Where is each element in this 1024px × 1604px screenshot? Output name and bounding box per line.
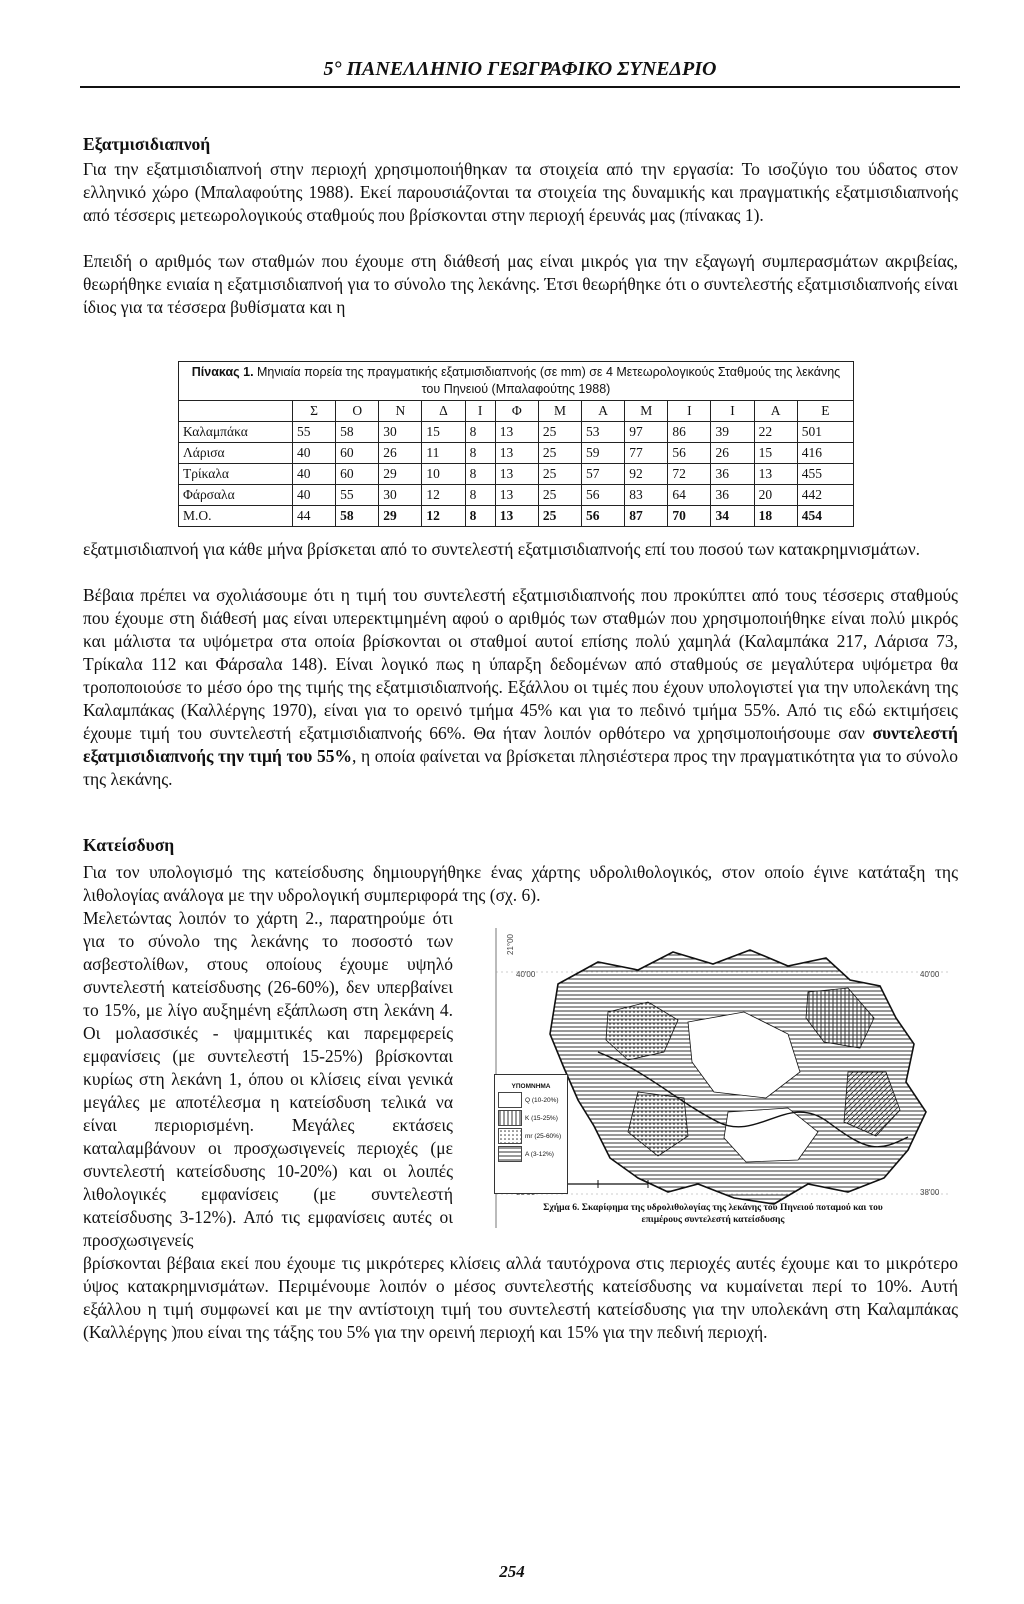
table-row bbox=[179, 485, 854, 506]
table-cell: 29 bbox=[379, 506, 422, 527]
paragraph-3: εξατμισιδιαπνοή για κάθε μήνα βρίσκεται από το συντελεστή εξατμισιδιαπνοής επί του ποσού των κατακρημνισμάτων. bbox=[83, 539, 921, 559]
table-cell: 70 bbox=[668, 506, 711, 527]
table-cell: 34 bbox=[711, 506, 754, 527]
table-cell: 55 bbox=[336, 485, 379, 506]
table-cell: 12 bbox=[422, 506, 465, 527]
table-cell: 20 bbox=[754, 485, 797, 506]
column-header: Α bbox=[754, 401, 797, 422]
table-cell: 26 bbox=[379, 443, 422, 464]
legend-item-q bbox=[498, 1092, 564, 1108]
table-1 bbox=[178, 361, 854, 527]
section-title-infiltration: Κατείσδυση bbox=[83, 835, 175, 855]
paragraph-7: βρίσκονται βέβαια εκεί που έχουμε τις μικρότερες κλίσεις αλλά ταυτόχρονα στις περιοχές αυτές έχουμε και το μικρότερο ύψος κατακρημνισμάτων. Περιμένουμε λοιπόν ο μέσος συντελεστής κατείσδυσης να κυμαίνεται περί το 10%. Αυτή εξάλλου η τιμή συμφωνεί και με την αντίστοιχη τιμή του συντελεστή κατείσδυσης για την υπολεκάνη στη Καλαμπάκας (Καλλέργης )που είναι της τάξης του 5% για την ορεινή περιοχή και 15% για την πεδινή περιοχή. bbox=[83, 1253, 958, 1342]
running-head: 5° ΠΑΝΕΛΛΗΝΙΟ ΓΕΩΓΡΑΦΙΚΟ ΣΥΝΕΔΡΙΟ bbox=[323, 58, 717, 80]
legend-title: ΥΠΟΜΝΗΜΑ bbox=[511, 1083, 551, 1090]
table-cell: 442 bbox=[797, 485, 853, 506]
table-caption-text: Μηνιαία πορεία της πραγματικής εξατμισιδιαπνοής (σε mm) σε 4 Μετεωρολογικούς Σταθμούς της λεκάνης του Πηνειού (Μπαλαφούτης 1988) bbox=[253, 365, 841, 396]
column-header: Α bbox=[582, 401, 625, 422]
table-cell: 8 bbox=[465, 506, 495, 527]
table-cell: 25 bbox=[538, 422, 581, 443]
table-cell: 25 bbox=[538, 464, 581, 485]
legend-label-a: A (3-12%) bbox=[525, 1150, 554, 1158]
table-cell: 29 bbox=[379, 464, 422, 485]
legend-swatch-q bbox=[498, 1092, 522, 1108]
table-cell: 13 bbox=[495, 422, 538, 443]
column-header: Ο bbox=[336, 401, 379, 422]
legend-label-q: Q (10-20%) bbox=[525, 1096, 559, 1104]
coord-top-left: 40'00 bbox=[516, 970, 536, 979]
column-header: Ν bbox=[379, 401, 422, 422]
evapotranspiration-table bbox=[178, 400, 854, 527]
table-cell: 11 bbox=[422, 443, 465, 464]
table-cell: 15 bbox=[422, 422, 465, 443]
header-rule bbox=[80, 86, 960, 88]
table-cell: 60 bbox=[336, 443, 379, 464]
legend-label-mr: mr (25-60%) bbox=[525, 1132, 562, 1140]
table-cell: 86 bbox=[668, 422, 711, 443]
table-cell: 25 bbox=[538, 443, 581, 464]
row-label: Τρίκαλα bbox=[179, 464, 293, 485]
table-cell: 8 bbox=[465, 443, 495, 464]
row-label: Φάρσαλα bbox=[179, 485, 293, 506]
table-cell: 15 bbox=[754, 443, 797, 464]
table-cell: 416 bbox=[797, 443, 853, 464]
table-cell: 56 bbox=[582, 485, 625, 506]
table-cell: 40 bbox=[293, 443, 336, 464]
column-header: Φ bbox=[495, 401, 538, 422]
paragraph-4-emphasis: συντελεστή εξατμισιδιαπνοής την τιμή του 55% bbox=[83, 723, 958, 766]
table-cell: 58 bbox=[336, 506, 379, 527]
legend-label-k: K (15-25%) bbox=[525, 1114, 558, 1122]
figure-caption: Σχήμα 6. Σκαρίφημα της υδρολιθολογίας της λεκάνης του Πηνειού ποταμού και του επιμέρους συντελεστή κατείσδυσης bbox=[543, 1203, 883, 1225]
column-header: Ι bbox=[465, 401, 495, 422]
table-cell: 57 bbox=[582, 464, 625, 485]
table-row bbox=[179, 422, 854, 443]
row-label: Καλαμπάκα bbox=[179, 422, 293, 443]
table-cell: 39 bbox=[711, 422, 754, 443]
table-cell: 30 bbox=[379, 422, 422, 443]
table-header-row bbox=[179, 401, 854, 422]
legend-item-mr bbox=[498, 1128, 564, 1144]
table-cell: 58 bbox=[336, 422, 379, 443]
table-cell: 92 bbox=[625, 464, 668, 485]
row-label: Λάρισα bbox=[179, 443, 293, 464]
column-header: Μ bbox=[625, 401, 668, 422]
column-header: Μ bbox=[538, 401, 581, 422]
table-cell: 60 bbox=[336, 464, 379, 485]
table-caption bbox=[178, 361, 854, 400]
table-cell: 455 bbox=[797, 464, 853, 485]
paragraph-1: Για την εξατμισιδιαπνοή στην περιοχή χρησιμοποιήθηκαν τα στοιχεία από την εργασία: Το ισοζύγιο του ύδατος στον ελληνικό χώρο (Μπαλαφούτης 1988). Εκεί παρουσιάζονται τα στοιχεία της δυναμικής και πραγματικής εξατμισιδιαπνοής από τέσσερις μετεωρολογικούς σταθμούς που βρίσκονται στην περιοχή έρευνάς μας (πίνακας 1). bbox=[83, 159, 958, 225]
table-corner-cell bbox=[179, 401, 293, 422]
table-cell: 40 bbox=[293, 485, 336, 506]
paragraph-4 bbox=[83, 584, 958, 791]
table-cell: 97 bbox=[625, 422, 668, 443]
table-row bbox=[179, 443, 854, 464]
table-cell: 13 bbox=[495, 443, 538, 464]
column-header: Σ bbox=[293, 401, 336, 422]
table-cell: 64 bbox=[668, 485, 711, 506]
table-cell: 22 bbox=[754, 422, 797, 443]
section-title-evapotranspiration: Εξατμισιδιαπνοή bbox=[83, 134, 211, 154]
legend-swatch-a bbox=[498, 1146, 522, 1162]
table-cell: 56 bbox=[668, 443, 711, 464]
legend-swatch-mr bbox=[498, 1128, 522, 1144]
table-cell: 26 bbox=[711, 443, 754, 464]
column-header: Ι bbox=[711, 401, 754, 422]
table-cell: 40 bbox=[293, 464, 336, 485]
table-cell: 18 bbox=[754, 506, 797, 527]
table-cell: 36 bbox=[711, 485, 754, 506]
legend-item-a bbox=[498, 1146, 564, 1162]
table-cell: 36 bbox=[711, 464, 754, 485]
table-cell: 454 bbox=[797, 506, 853, 527]
table-cell: 13 bbox=[754, 464, 797, 485]
table-cell: 44 bbox=[293, 506, 336, 527]
table-cell: 13 bbox=[495, 464, 538, 485]
table-cell: 72 bbox=[668, 464, 711, 485]
paragraph-6: Μελετώντας λοιπόν το χάρτη 2., παρατηρούμε ότι για το σύνολο της λεκάνης το ποσοστό των ασβεστολίθων, στους οποίους έχουμε υψηλό συντελεστή κατείσδυσης (26-60%), δεν υπερβαίνει το 15%, με λίγο αυξημένη εξάπλωση στη λεκάνη 4. Οι μολασσικές - ψαμμιτικές και παρεμφερείς εμφανίσεις (με συντελεστή 15-25%) βρίσκονται κυρίως στη λεκάνη 1, όπου οι κλίσεις είναι γενικά μεγάλες με αποτέλεσμα η κατείσδυση τελικά να είναι περιορισμένη. Μεγάλες εκτάσεις καταλαμβάνουν οι προσχωσιγενείς περιοχές (με συντελεστή κατείσδυσης 10-20%) και οι λοιπές λιθολογικές εμφανίσεις (με συντελεστή κατείσδυσης 3-12%). Από τις εμφανίσεις αυτές οι προσχωσιγενείς bbox=[83, 908, 453, 1250]
column-header: Ε bbox=[797, 401, 853, 422]
map-legend bbox=[494, 1074, 568, 1194]
table-cell: 77 bbox=[625, 443, 668, 464]
table-cell: 55 bbox=[293, 422, 336, 443]
legend-swatch-k bbox=[498, 1110, 522, 1126]
table-cell: 13 bbox=[495, 506, 538, 527]
coord-lon-top: 21°00 bbox=[506, 934, 515, 955]
paragraph-5: Για τον υπολογισμό της κατείσδυσης δημιουργήθηκε ένας χάρτης υδρολιθολογικός, στον οποίο έγινε κατάταξη της λιθολογίας ανάλογα με την υδρολογική συμπεριφορά της (σχ. 6). bbox=[83, 862, 958, 905]
paragraph-4-tail: , η οποία φαίνεται να βρίσκεται πλησιέστερα προς την πραγματικότητα για το σύνολο της λεκάνης. bbox=[83, 746, 958, 789]
table-caption-label: Πίνακας 1. bbox=[191, 365, 254, 379]
column-header: Δ bbox=[422, 401, 465, 422]
table-cell: 25 bbox=[538, 485, 581, 506]
table-cell: 56 bbox=[582, 506, 625, 527]
table-cell: 12 bbox=[422, 485, 465, 506]
table-cell: 8 bbox=[465, 485, 495, 506]
table-cell: 59 bbox=[582, 443, 625, 464]
table-cell: 8 bbox=[465, 464, 495, 485]
legend-item-k bbox=[498, 1110, 564, 1126]
table-cell: 10 bbox=[422, 464, 465, 485]
table-cell: 13 bbox=[495, 485, 538, 506]
table-cell: 83 bbox=[625, 485, 668, 506]
table-row bbox=[179, 506, 854, 527]
table-cell: 87 bbox=[625, 506, 668, 527]
paragraph-4-text: Βέβαια πρέπει να σχολιάσουμε ότι η τιμή του συντελεστή εξατμισιδιαπνοής που προκύπτει από τους τέσσερις σταθμούς που έχουμε στη διάθεσή μας είναι υπερεκτιμημένη αφού ο αριθμός των σταθμών που χρησιμοποιήθηκε είναι πολύ μικρός και μάλιστα τα υψόμετρα στα οποία βρίσκονται οι σταθμοί αυτοί επίσης πολύ χαμηλά (Καλαμπάκα 217, Λάρισα 73, Τρίκαλα 112 και Φάρσαλα 148). Είναι λογικό πως η ύπαρξη δεδομένων από σταθμούς σε μεγαλύτερα υψόμετρα θα τροποποιούσε το μέσο όρο της τιμής της εξατμισιδιαπνοής. Εξάλλου οι τιμές που έχουν υπολογιστεί για την υπολεκάνη της Καλαμπάκας (Καλλέργης 1970), είναι για το ορεινό τμήμα 45% και για το πεδινό τμήμα 55%. Από τις εδώ εκτιμήσεις έχουμε τιμή του συντελεστή εξατμισιδιαπνοής 66%. Θα ήταν λοιπόν ορθότερο να χρησιμοποιήσουμε σαν bbox=[83, 585, 958, 743]
table-cell: 53 bbox=[582, 422, 625, 443]
row-label: Μ.Ο. bbox=[179, 506, 293, 527]
table-cell: 8 bbox=[465, 422, 495, 443]
coord-top-right: 40'00 bbox=[920, 970, 940, 979]
paragraph-2: Επειδή ο αριθμός των σταθμών που έχουμε στη διάθεσή μας είναι μικρός για την εξαγωγή συμπερασμάτων ακριβείας, θεωρήθηκε ενιαία η εξατμισιδιαπνοή για το σύνολο της λεκάνης. Έτσι θεωρήθηκε ότι ο συντελεστής εξατμισιδιαπνοής είναι ίδιος για τα τέσσερα βυθίσματα και η bbox=[83, 251, 958, 317]
table-cell: 501 bbox=[797, 422, 853, 443]
table-cell: 25 bbox=[538, 506, 581, 527]
page-number: 254 bbox=[499, 1562, 525, 1581]
coord-bottom-right: 38'00 bbox=[920, 1188, 940, 1197]
column-header: Ι bbox=[668, 401, 711, 422]
table-cell: 30 bbox=[379, 485, 422, 506]
table-row bbox=[179, 464, 854, 485]
